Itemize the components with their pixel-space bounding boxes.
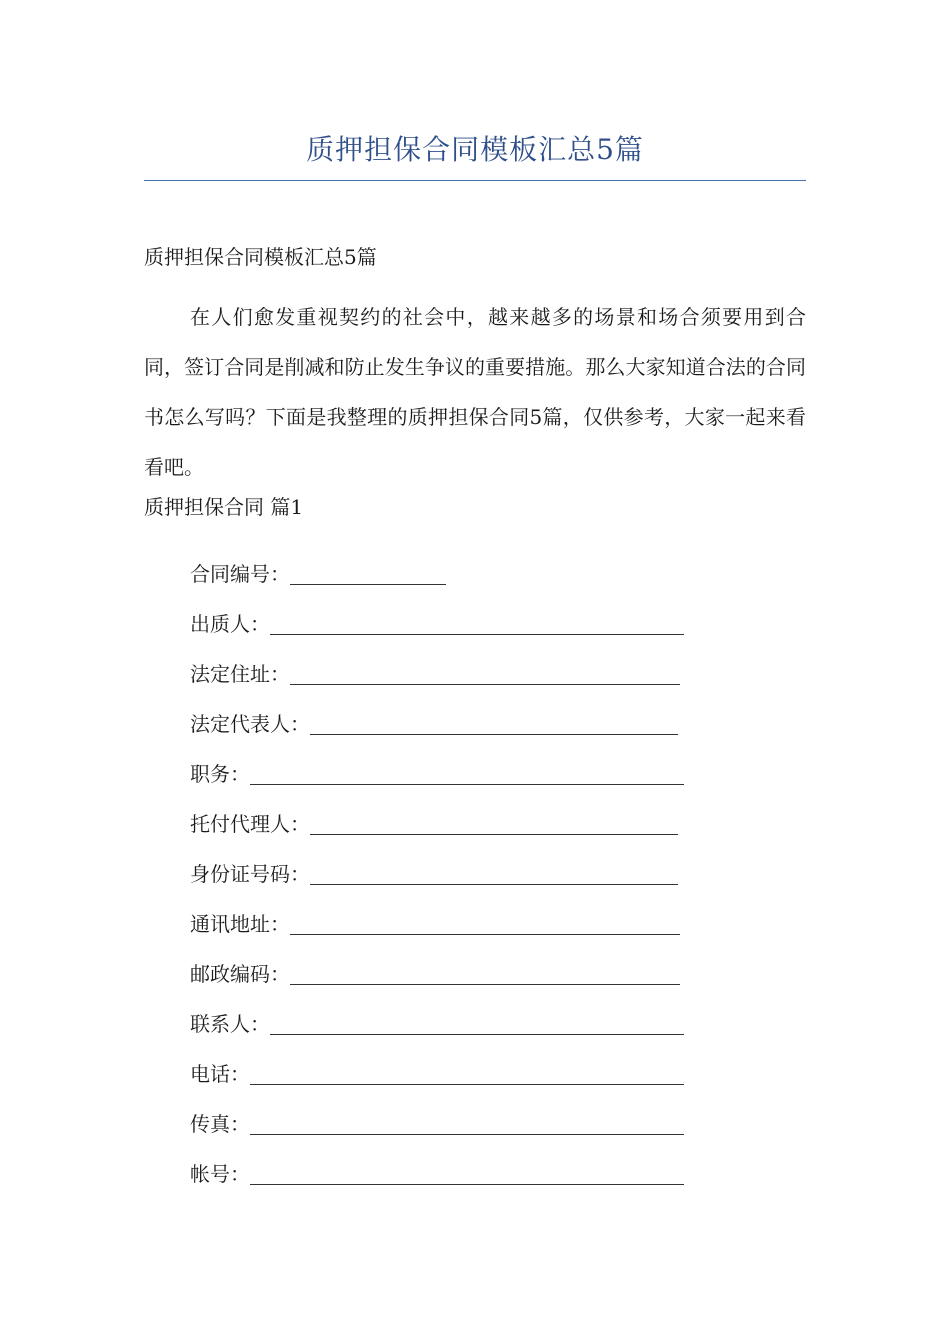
- field-id-number: [190, 838, 710, 888]
- field-label: 托付代理人：: [190, 812, 310, 836]
- blank-line: [250, 1162, 684, 1185]
- blank-line: [270, 1012, 684, 1035]
- field-label: 身份证号码：: [190, 862, 310, 886]
- blank-line: [290, 962, 680, 985]
- field-label: 电话：: [190, 1062, 250, 1086]
- field-label: 联系人：: [190, 1012, 270, 1036]
- title-underline: [144, 180, 806, 181]
- blank-line: [290, 562, 446, 585]
- blank-line: [250, 1112, 684, 1135]
- field-label: 出质人：: [190, 612, 270, 636]
- field-postal-code: [190, 938, 710, 988]
- field-label: 传真：: [190, 1112, 250, 1136]
- field-label: 通讯地址：: [190, 912, 290, 936]
- field-label: 法定代表人：: [190, 712, 310, 736]
- field-fax: [190, 1088, 710, 1138]
- blank-line: [250, 1062, 684, 1085]
- intro-paragraph: 在人们愈发重视契约的社会中，越来越多的场景和场合须要用到合同，签订合同是削减和防止发生争议的重要措施。那么大家知道合法的合同书怎么写吗？下面是我整理的质押担保合同5篇，仅供参考，大家一起来看看吧。: [144, 305, 806, 479]
- blank-line: [250, 762, 684, 785]
- contract-fields: [190, 538, 710, 1188]
- field-label: 职务：: [190, 762, 250, 786]
- blank-line: [270, 612, 684, 635]
- field-label: 帐号：: [190, 1162, 250, 1186]
- blank-line: [310, 862, 678, 885]
- section-heading: 质押担保合同 篇1: [144, 495, 304, 519]
- field-phone: [190, 1038, 710, 1088]
- document-subtitle: 质押担保合同模板汇总5篇: [144, 245, 377, 269]
- field-contract-number: [190, 538, 710, 588]
- blank-line: [290, 912, 680, 935]
- field-label: 法定住址：: [190, 662, 290, 686]
- field-account: [190, 1138, 710, 1188]
- document-title: 质押担保合同模板汇总5篇: [306, 133, 644, 166]
- blank-line: [310, 712, 678, 735]
- field-legal-address: [190, 638, 710, 688]
- field-agent: [190, 788, 710, 838]
- field-pledgor: [190, 588, 710, 638]
- field-position: [190, 738, 710, 788]
- field-label: 邮政编码：: [190, 962, 290, 986]
- blank-line: [290, 662, 680, 685]
- field-label: 合同编号：: [190, 562, 290, 586]
- blank-line: [310, 812, 678, 835]
- field-mailing-address: [190, 888, 710, 938]
- field-contact: [190, 988, 710, 1038]
- field-legal-representative: [190, 688, 710, 738]
